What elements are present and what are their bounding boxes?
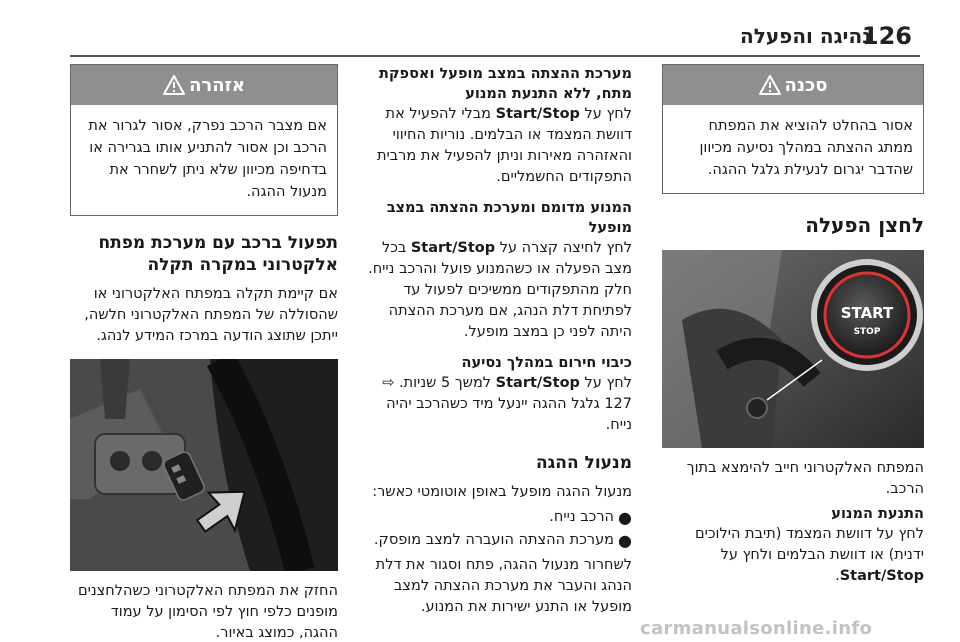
warning-triangle-icon <box>759 75 781 95</box>
steering-lock-title: מנעול ההגה <box>536 453 632 473</box>
key-photo-caption: החזק את המפתח האלקטרוני כשהלחצנים מופנים כלפי חוץ לפי הסימון על עמוד ההגה, כמוצג באיור. <box>78 583 338 641</box>
header-divider <box>70 55 920 57</box>
start-stop-ref: Start/Stop <box>839 568 924 584</box>
page-reference-icon: ⇨ <box>382 375 395 391</box>
warning-text: אם מצבר הרכב נפרק, אסור לגרור את הרכב וכן אסור להתניע אותו בגרירה או בדחיפה מכיוון שלא ניתן לשחרר את מנעול ההגה. <box>88 118 327 200</box>
middle-column <box>366 64 632 618</box>
caution-header <box>663 65 923 105</box>
caution-text: אסור בהחלט להוציא את המפתח ממתג ההצתה במהלך נסיעה מכיוון שהדבר יגרום לנעילת גלגל ההגה. <box>699 118 913 178</box>
left-column <box>70 64 338 642</box>
page-header <box>0 0 960 58</box>
ignition-on-title: מערכת ההצתה במצב מופעל ואספקת מתח, ללא התנעת המנוע <box>378 66 632 102</box>
caution-title: סכנה <box>784 74 828 96</box>
start-photo-caption: המפתח האלקטרוני חייב להימצא בתוך הרכב. <box>686 460 924 497</box>
bullet-item: ● הרכב נייח. <box>549 508 632 527</box>
warning-title: אזהרה <box>189 74 245 96</box>
page-reference[interactable]: 127 <box>604 396 632 412</box>
steering-lock-bullets <box>366 507 632 551</box>
engine-off-text: לחץ לחיצה קצרה על Start/Stop בכל מצב הפעלה או כשהמנוע פועל והרכב נייח. חלק מהתפקודים ממשיכים לפעול עד לפתיחת דלת הנהג, אם מערכת ההצתה היתה לפני כן במצב מופעל. <box>368 240 632 340</box>
bullet-item: ● מערכת ההצתה הועברה למצב מופסק. <box>373 531 632 550</box>
emergency-off-text: לחץ על Start/Stop למשך 5 שניות. ⇨ 127 גלגל ההגה יינעל מיד כשהרכב יהיה נייח. <box>382 375 632 433</box>
start-button-label-stop: STOP <box>853 327 881 337</box>
section-title-start-button: לחצן הפעלה <box>805 213 924 237</box>
engine-start-text: לחץ על דוושת המצמד (תיבת הילוכים ידנית) או דוושת הבלמים ולחץ על Start/Stop. <box>695 526 924 584</box>
key-fault-text: אם קיימת תקלה במפתח האלקטרוני או שהסוללה של המפתח האלקטרוני חלשה, ייתכן שתוצג הודעה במרכז המידע לנהג. <box>84 286 338 344</box>
emergency-off-title: כיבוי חירום במהלך נסיעה <box>461 355 632 371</box>
start-button-photo <box>662 250 924 448</box>
start-button-label-start: START <box>840 304 894 322</box>
key-position-photo <box>70 359 338 571</box>
warning-box <box>70 64 338 216</box>
section-title-key-fault: תפעול ברכב עם מערכת מפתח אלקטרוני במקרה תקלה <box>98 233 338 275</box>
engine-start-title: התנעת המנוע <box>831 506 924 522</box>
caution-box <box>662 64 924 194</box>
watermark: carmanualsonline.info <box>640 618 873 639</box>
chapter-title: נהיגה והפעלה <box>740 24 872 48</box>
page-number: 126 <box>861 22 912 50</box>
engine-off-title: המנוע מדומם ומערכת ההצתה במצב מופעל <box>386 200 632 236</box>
steering-lock-release: לשחרור מנעול ההגה, פתח וסגור את דלת הנהג והעבר את מערכת ההצתה למצב מופעל או התנע ישירות את המנוע. <box>375 557 632 615</box>
warning-triangle-icon <box>163 75 185 95</box>
right-column <box>662 64 924 587</box>
ignition-on-text: לחץ על Start/Stop מבלי להפעיל את דוושת המצמד או הבלמים. נוריות החיווי והאזהרה מאירות וניתן להפעיל את מרבית התפקודים החשמליים. <box>377 106 632 185</box>
warning-header <box>71 65 337 105</box>
steering-lock-intro: מנעול ההגה מופעל באופן אוטומטי כאשר: <box>372 484 632 500</box>
